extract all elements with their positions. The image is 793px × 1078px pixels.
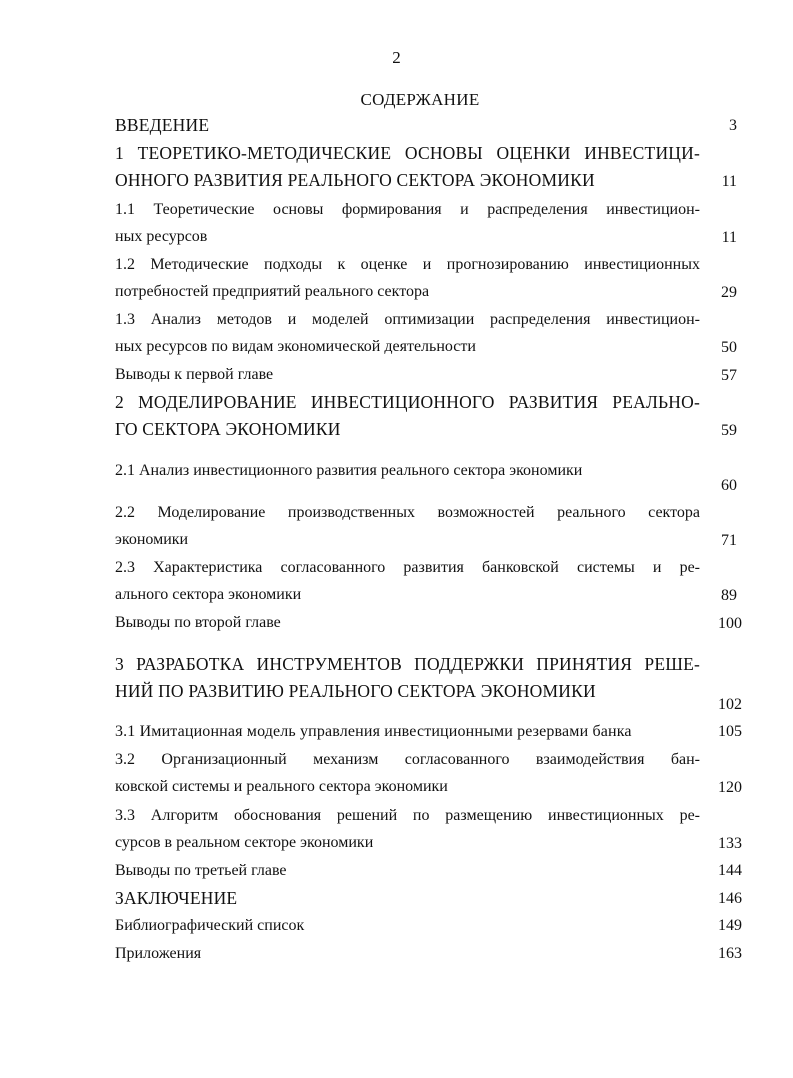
toc-entry-1-3-line-1: 1.3 Анализ методов и моделей оптимизации распределения инвестицион- [115, 311, 700, 328]
toc-entry-1-1-line-2: ных ресурсов [115, 228, 208, 245]
toc-entry-2-2-line-1: 2.2 Моделирование производственных возможностей реального сектора [115, 504, 700, 521]
toc-entry-conclusion: ЗАКЛЮЧЕНИЕ [115, 888, 238, 908]
toc-entry-appendices: Приложения [115, 945, 202, 962]
toc-entry-2-2-line-2: экономики [115, 531, 189, 548]
toc-page-chapter-2: 59 [721, 422, 737, 439]
toc-entry-chapter-2-line-1: 2 МОДЕЛИРОВАНИЕ ИНВЕСТИЦИОННОГО РАЗВИТИЯ РЕАЛЬНО- [115, 392, 700, 412]
toc-entry-2-3-line-2: ального сектора экономики [115, 586, 302, 603]
toc-entry-chapter-3-line-2: НИЙ ПО РАЗВИТИЮ РЕАЛЬНОГО СЕКТОРА ЭКОНОМИКИ [115, 681, 596, 701]
toc-entry-3-2-line-2: ковской системы и реального сектора экономики [115, 778, 448, 795]
toc-page-chapter-1: 11 [721, 173, 737, 190]
toc-page-chapter-3: 102 [718, 696, 742, 713]
toc-entry-3-3-line-1: 3.3 Алгоритм обоснования решений по размещению инвестиционных ре- [115, 807, 700, 824]
toc-entry-1-2-line-1: 1.2 Методические подходы к оценке и прогнозированию инвестиционных [115, 256, 700, 273]
toc-page-conclusions-3: 144 [718, 862, 742, 879]
toc-entry-chapter-3-line-1: 3 РАЗРАБОТКА ИНСТРУМЕНТОВ ПОДДЕРЖКИ ПРИНЯТИЯ РЕШЕ- [115, 654, 700, 674]
toc-entry-chapter-1-line-2: ОННОГО РАЗВИТИЯ РЕАЛЬНОГО СЕКТОРА ЭКОНОМИКИ [115, 170, 595, 190]
toc-entry-1-3-line-2: ных ресурсов по видам экономической деятельности [115, 338, 476, 355]
toc-page-appendices: 163 [718, 945, 742, 962]
toc-entry-bibliography: Библиографический список [115, 917, 305, 934]
toc-page-conclusions-2: 100 [718, 615, 742, 632]
toc-entry-conclusions-2: Выводы по второй главе [115, 614, 281, 631]
toc-page-conclusion: 146 [718, 890, 742, 907]
toc-page-1-1: 11 [721, 229, 737, 246]
toc-entry-intro: ВВЕДЕНИЕ [115, 115, 210, 135]
toc-page-3-1: 105 [718, 723, 742, 740]
toc-page-3-3: 133 [718, 835, 742, 852]
toc-page-2-3: 89 [721, 587, 737, 604]
toc-page-1-3: 50 [721, 339, 737, 356]
toc-entry-3-1: 3.1 Имитационная модель управления инвестиционными резервами банка [115, 723, 632, 740]
toc-entry-chapter-2-line-2: ГО СЕКТОРА ЭКОНОМИКИ [115, 419, 341, 439]
toc-entry-chapter-1-line-1: 1 ТЕОРЕТИКО-МЕТОДИЧЕСКИЕ ОСНОВЫ ОЦЕНКИ ИНВЕСТИЦИ- [115, 143, 700, 163]
toc-page-bibliography: 149 [718, 917, 742, 934]
page-number: 2 [392, 48, 401, 67]
toc-entry-conclusions-1: Выводы к первой главе [115, 366, 274, 383]
toc-page-2-1: 60 [721, 477, 737, 494]
toc-entry-conclusions-3: Выводы по третьей главе [115, 862, 287, 879]
toc-entry-2-3-line-1: 2.3 Характеристика согласованного развития банковской системы и ре- [115, 559, 700, 576]
toc-page-1-2: 29 [721, 284, 737, 301]
toc-entry-3-2-line-1: 3.2 Организационный механизм согласованного взаимодействия бан- [115, 751, 700, 768]
toc-entry-3-3-line-2: сурсов в реальном секторе экономики [115, 834, 374, 851]
toc-page-intro: 3 [729, 117, 737, 134]
toc-page-3-2: 120 [718, 779, 742, 796]
toc-entry-1-1-line-1: 1.1 Теоретические основы формирования и распределения инвестицион- [115, 201, 700, 218]
toc-entry-2-1: 2.1 Анализ инвестиционного развития реального сектора экономики [115, 462, 583, 479]
toc-title: СОДЕРЖАНИЕ [360, 90, 480, 109]
toc-page-conclusions-1: 57 [721, 367, 737, 384]
toc-entry-1-2-line-2: потребностей предприятий реального сектора [115, 283, 430, 300]
toc-page-2-2: 71 [721, 532, 737, 549]
